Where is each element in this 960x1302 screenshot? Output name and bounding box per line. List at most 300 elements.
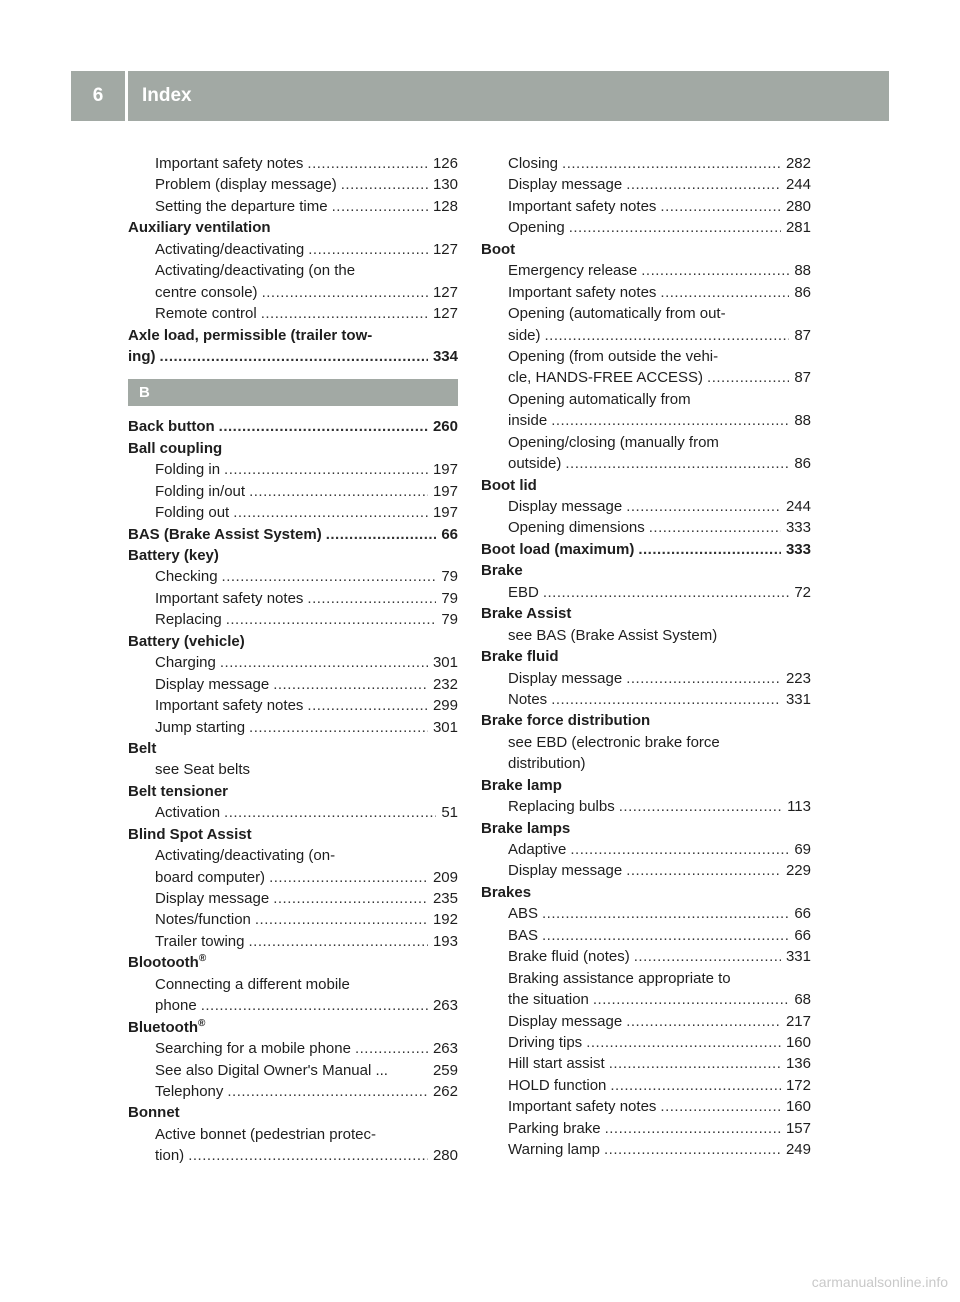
index-subentry [128, 196, 458, 217]
entry-label-text: Opening automatically from [508, 390, 691, 408]
entry-label [508, 839, 566, 860]
page-ref: 259 [432, 1061, 458, 1079]
entry-label [155, 1145, 184, 1166]
leader-dots [355, 1038, 428, 1059]
leader-dots [269, 867, 428, 888]
index-heading [128, 545, 458, 566]
entry-label [155, 759, 250, 780]
leader-dots [634, 946, 781, 967]
entry-label [128, 346, 156, 367]
page-ref: 128 [432, 197, 458, 215]
entry-label-text: inside [508, 412, 548, 430]
index-heading [128, 824, 458, 845]
page-ref: 299 [432, 697, 458, 715]
leader-dots [660, 282, 789, 303]
entry-label [508, 496, 622, 517]
leader-dots [262, 282, 428, 303]
index-subentry [128, 695, 458, 716]
entry-label-text: see Seat belts [155, 761, 251, 779]
entry-label-text: Driving tips [508, 1033, 583, 1051]
leader-dots [542, 903, 789, 924]
entry-label-text: Adaptive [508, 841, 567, 858]
index-subentry [481, 1011, 811, 1032]
entry-label [508, 153, 558, 174]
index-subentry [481, 303, 811, 324]
entry-label [128, 781, 228, 802]
leader-dots [586, 1032, 781, 1053]
entry-label [155, 1038, 351, 1059]
entry-label [508, 453, 561, 474]
page-ref: 235 [432, 890, 458, 907]
page-ref: 244 [785, 176, 811, 194]
page-ref: 79 [441, 589, 458, 607]
entry-label-text: see EBD (electronic brake force [508, 733, 720, 751]
leader-dots [626, 174, 781, 195]
entry-label [155, 174, 337, 195]
entry-label-text: outside) [508, 455, 562, 473]
leader-dots [593, 989, 789, 1010]
entry-label-text: Brake Assist [481, 605, 572, 623]
entry-label [155, 153, 303, 174]
page-ref: 66 [794, 926, 811, 944]
leader-dots [605, 1118, 781, 1139]
entry-label-text: Bluetooth [128, 1018, 198, 1036]
index-heading [481, 239, 811, 260]
page-ref: 197 [432, 461, 458, 479]
entry-label [508, 946, 630, 967]
entry-label-text: Important safety notes [508, 197, 657, 215]
entry-label [155, 1124, 376, 1145]
entry-label [508, 432, 719, 453]
entry-label [508, 1118, 601, 1139]
entry-label [508, 410, 547, 431]
leader-dots [609, 1053, 781, 1074]
leader-dots [261, 303, 428, 324]
leader-dots [545, 325, 790, 346]
entry-label [128, 952, 206, 973]
leader-dots [570, 839, 789, 860]
entry-label [508, 689, 547, 710]
page-ref: 126 [432, 155, 458, 172]
entry-label [508, 925, 538, 946]
entry-label [128, 524, 322, 545]
index-subentry [481, 282, 811, 303]
page-ref: 88 [794, 412, 811, 430]
page-ref: 331 [785, 948, 811, 966]
entry-label [508, 174, 622, 195]
leader-dots [626, 496, 781, 517]
page-ref: 333 [785, 519, 811, 537]
entry-label-text: Blootooth [128, 954, 199, 972]
leader-dots [307, 588, 436, 609]
index-subentry [481, 453, 811, 474]
entry-label [508, 860, 622, 881]
entry-label [155, 695, 303, 716]
entry-label-text: HOLD function [508, 1076, 607, 1094]
index-subentry [481, 1075, 811, 1096]
index-subentry [128, 995, 458, 1016]
index-heading [128, 781, 458, 802]
section-letter: B [128, 379, 458, 406]
entry-label-text: Braking assistance appropriate to [508, 969, 731, 987]
index-subentry [128, 502, 458, 523]
index-subentry [481, 153, 811, 174]
index-subentry [481, 732, 811, 753]
leader-dots [542, 925, 789, 946]
entry-label-text: Activating/deactivating (on- [155, 847, 336, 865]
index-subentry [128, 759, 458, 780]
entry-label [155, 196, 328, 217]
index-heading [128, 738, 458, 759]
page-title: Index [142, 85, 192, 106]
entry-label [508, 260, 637, 281]
page-ref: 113 [787, 798, 811, 816]
entry-label-text: EBD [508, 583, 539, 601]
entry-label-text: distribution) [508, 755, 586, 773]
page-ref: 66 [441, 525, 458, 543]
entry-label [508, 196, 656, 217]
leader-dots [332, 196, 428, 217]
watermark: carmanualsonline.info [811, 1274, 948, 1290]
entry-label-text: Folding in [155, 461, 221, 479]
page-ref: 160 [785, 1033, 811, 1051]
page-ref: 172 [785, 1076, 811, 1094]
entry-label [508, 903, 538, 924]
leader-dots [255, 909, 428, 930]
index-subentry [481, 496, 811, 517]
page-ref: 301 [432, 654, 458, 672]
index-subentry [481, 1118, 811, 1139]
leader-dots [660, 1096, 781, 1117]
leader-dots [307, 153, 428, 174]
index-subentry [128, 609, 458, 630]
entry-label-text: Replacing [155, 611, 222, 629]
leader-dots [248, 931, 427, 952]
page-ref: 263 [432, 997, 458, 1015]
index-heading [481, 818, 811, 839]
leader-dots [565, 453, 789, 474]
entry-label [155, 260, 355, 281]
entry-label [155, 717, 245, 738]
page-ref: 127 [432, 240, 458, 258]
index-subentry [481, 946, 811, 967]
page-ref: 301 [432, 718, 458, 736]
entry-label [481, 818, 570, 839]
entry-label-text: Connecting a different mobile [155, 975, 350, 993]
page-ref: 160 [785, 1098, 811, 1116]
page-ref: 193 [432, 932, 458, 950]
index-subentry [128, 888, 458, 909]
entry-label [508, 217, 565, 238]
entry-label-text: Jump starting [155, 718, 246, 736]
entry-label [481, 560, 523, 581]
page-ref: 72 [794, 583, 811, 601]
index-subentry [481, 260, 811, 281]
entry-label-text: Warning lamp [508, 1141, 600, 1159]
entry-label-text: Important safety notes [155, 589, 304, 607]
leader-dots [326, 524, 437, 545]
page-ref: 229 [785, 862, 811, 880]
entry-label [155, 282, 258, 303]
entry-label-text: Auxiliary ventilation [128, 219, 271, 237]
entry-label [508, 282, 656, 303]
leader-dots [619, 796, 782, 817]
index-column-right [481, 153, 811, 1161]
entry-label [128, 416, 215, 437]
entry-label-text: Display message [155, 890, 270, 907]
leader-dots [626, 860, 781, 881]
entry-label [508, 796, 615, 817]
leader-dots [219, 416, 428, 437]
index-subentry [128, 1124, 458, 1145]
entry-label-text: Important safety notes [508, 1098, 657, 1116]
page-number: 6 [92, 85, 104, 106]
entry-label [155, 802, 220, 823]
leader-dots [626, 668, 781, 689]
leader-dots [569, 217, 781, 238]
index-subentry [128, 802, 458, 823]
entry-label-text: Problem (display message) [155, 176, 337, 194]
entry-label-text: Brake force distribution [481, 712, 651, 730]
entry-label [128, 545, 219, 566]
leader-dots [308, 239, 428, 260]
page-ref: 260 [432, 418, 458, 436]
page-ref: 197 [432, 482, 458, 500]
entry-label-text: Opening dimensions [508, 519, 645, 537]
entry-label [481, 775, 562, 796]
leader-dots [226, 609, 437, 630]
index-heading [128, 952, 458, 973]
page-ref: 86 [794, 455, 811, 473]
page-ref: 331 [785, 690, 811, 708]
index-subentry [128, 1081, 458, 1102]
entry-label-text: Folding out [155, 504, 230, 522]
index-subentry [481, 217, 811, 238]
entry-label [155, 1081, 223, 1102]
entry-label-text: Opening (from outside the vehi- [508, 347, 719, 365]
entry-label [155, 867, 265, 888]
entry-label [155, 931, 244, 952]
page-ref: 130 [432, 176, 458, 194]
index-subentry [128, 717, 458, 738]
index-subentry [128, 931, 458, 952]
entry-label-text: ABS [508, 905, 539, 923]
entry-label-text: Boot [481, 240, 516, 258]
index-heading [481, 475, 811, 496]
leader-dots [638, 539, 781, 560]
entry-label [481, 539, 634, 560]
entry-label-text: Charging [155, 654, 216, 672]
entry-label-text: Display message [508, 862, 623, 880]
page-ref: 68 [794, 991, 811, 1009]
page-ref: 51 [441, 804, 458, 822]
entry-label [155, 995, 197, 1016]
entry-label [508, 582, 539, 603]
page-ref: 79 [441, 568, 458, 586]
entry-label-text: Opening/closing (manually from [508, 433, 719, 451]
entry-label [481, 239, 515, 260]
entry-label-text: Telephony [155, 1082, 224, 1100]
entry-label-text: Display message [508, 498, 623, 515]
entry-label-text: Back button [128, 418, 215, 436]
index-subentry [481, 325, 811, 346]
leader-dots [604, 1139, 781, 1160]
entry-label [481, 710, 650, 731]
leader-dots [273, 674, 428, 695]
index-subentry [128, 260, 458, 281]
page-ref: 249 [785, 1141, 811, 1159]
entry-label [128, 1102, 180, 1123]
index-subentry [128, 974, 458, 995]
index-heading [128, 631, 458, 652]
entry-label-text: Display message [508, 669, 623, 687]
entry-label-text: Display message [508, 176, 623, 194]
index-subentry [481, 346, 811, 367]
entry-label-text: board computer) [155, 868, 266, 886]
entry-label-text: see BAS (Brake Assist System) [508, 626, 718, 644]
entry-label-text: Display message [508, 1012, 623, 1030]
index-column-left [128, 153, 458, 1167]
index-subentry [128, 588, 458, 609]
entry-label [155, 609, 222, 630]
page-ref: 136 [785, 1055, 811, 1073]
entry-label [481, 882, 531, 903]
index-subentry [481, 174, 811, 195]
index-subentry [128, 845, 458, 866]
page-ref: 127 [432, 283, 458, 301]
leader-dots [551, 689, 781, 710]
page-ref: 69 [794, 841, 811, 858]
page-ref: 280 [432, 1147, 458, 1165]
entry-label-text: tion) [155, 1147, 185, 1165]
index-subentry [128, 1038, 458, 1059]
entry-label [481, 475, 537, 496]
entry-label-text: Parking brake [508, 1119, 601, 1137]
index-subentry [128, 674, 458, 695]
leader-dots [543, 582, 789, 603]
leader-dots [201, 995, 428, 1016]
entry-label-text: Bonnet [128, 1104, 180, 1122]
index-subentry [481, 196, 811, 217]
index-heading [481, 710, 811, 731]
page-ref: 197 [432, 504, 458, 522]
entry-label [128, 631, 245, 652]
entry-label [155, 1060, 388, 1081]
leader-dots [249, 481, 428, 502]
entry-label [155, 566, 218, 587]
index-subentry [481, 432, 811, 453]
entry-label [508, 1075, 606, 1096]
entry-label-text: side) [508, 326, 541, 344]
entry-label-text: Closing [508, 155, 559, 172]
entry-label-text: cle, HANDS-FREE ACCESS) [508, 369, 704, 387]
entry-label [508, 1096, 656, 1117]
entry-label [128, 438, 222, 459]
entry-label-text: Trailer towing [155, 932, 245, 950]
page-ref: 263 [432, 1040, 458, 1058]
entry-label-text: phone [155, 997, 197, 1015]
leader-dots [273, 888, 428, 909]
entry-label [128, 325, 372, 346]
leader-dots [626, 1011, 781, 1032]
entry-label-text: Opening (automatically from out- [508, 305, 726, 323]
index-subentry [128, 867, 458, 888]
entry-label [508, 346, 718, 367]
entry-label-text: Brake [481, 562, 523, 580]
entry-label [155, 674, 269, 695]
index-subentry [481, 925, 811, 946]
entry-label [508, 1139, 600, 1160]
index-subentry [481, 689, 811, 710]
entry-label-text: Brake fluid [481, 648, 559, 666]
page-header [71, 71, 889, 121]
index-subentry [128, 303, 458, 324]
page-ref: 262 [432, 1082, 458, 1100]
index-subentry [128, 566, 458, 587]
entry-label-text: Important safety notes [155, 697, 304, 715]
entry-label [481, 603, 571, 624]
entry-label-text: Battery (key) [128, 547, 219, 564]
index-subentry [481, 1096, 811, 1117]
page-ref: 244 [785, 498, 811, 515]
header-divider [125, 71, 128, 121]
index-subentry [481, 968, 811, 989]
page-ref: 232 [432, 675, 458, 693]
index-subentry [481, 367, 811, 388]
entry-label-text: Notes [508, 690, 548, 708]
entry-label-text: Activating/deactivating (on the [155, 262, 356, 280]
entry-label-text: Belt [128, 739, 157, 757]
entry-label-text: Replacing bulbs [508, 798, 615, 816]
index-subentry [128, 459, 458, 480]
entry-label-text: Brake lamps [481, 819, 571, 837]
entry-label-text: Axle load, permissible (trailer tow- [128, 326, 373, 344]
page-ref: 86 [794, 283, 811, 301]
entry-label [128, 824, 252, 845]
entry-label [508, 625, 717, 646]
leader-dots [233, 502, 428, 523]
entry-label [508, 753, 586, 774]
leader-dots [224, 802, 436, 823]
leader-dots [641, 260, 789, 281]
index-heading [481, 882, 811, 903]
registered-mark: ® [198, 953, 207, 965]
index-heading [128, 1017, 458, 1038]
index-subentry [128, 174, 458, 195]
index-subentry [128, 481, 458, 502]
entry-label-text: Notes/function [155, 911, 251, 929]
leader-dots [227, 1081, 428, 1102]
index-subentry [128, 909, 458, 930]
entry-label [508, 668, 622, 689]
entry-label [128, 738, 156, 759]
entry-label-text: Brake fluid (notes) [508, 948, 630, 966]
leader-gap [388, 1060, 433, 1081]
page-ref: 333 [785, 540, 811, 558]
entry-label [155, 459, 220, 480]
index-subentry [481, 389, 811, 410]
entry-label-text: centre console) [155, 283, 258, 301]
entry-label [508, 968, 731, 989]
page-ref: 209 [432, 868, 458, 886]
entry-label-text: Boot lid [481, 476, 537, 494]
index-subentry [481, 625, 811, 646]
entry-label [155, 481, 245, 502]
page-ref: 217 [785, 1012, 811, 1030]
index-subentry [481, 796, 811, 817]
entry-label [508, 1032, 582, 1053]
entry-label-text: Brakes [481, 883, 532, 901]
